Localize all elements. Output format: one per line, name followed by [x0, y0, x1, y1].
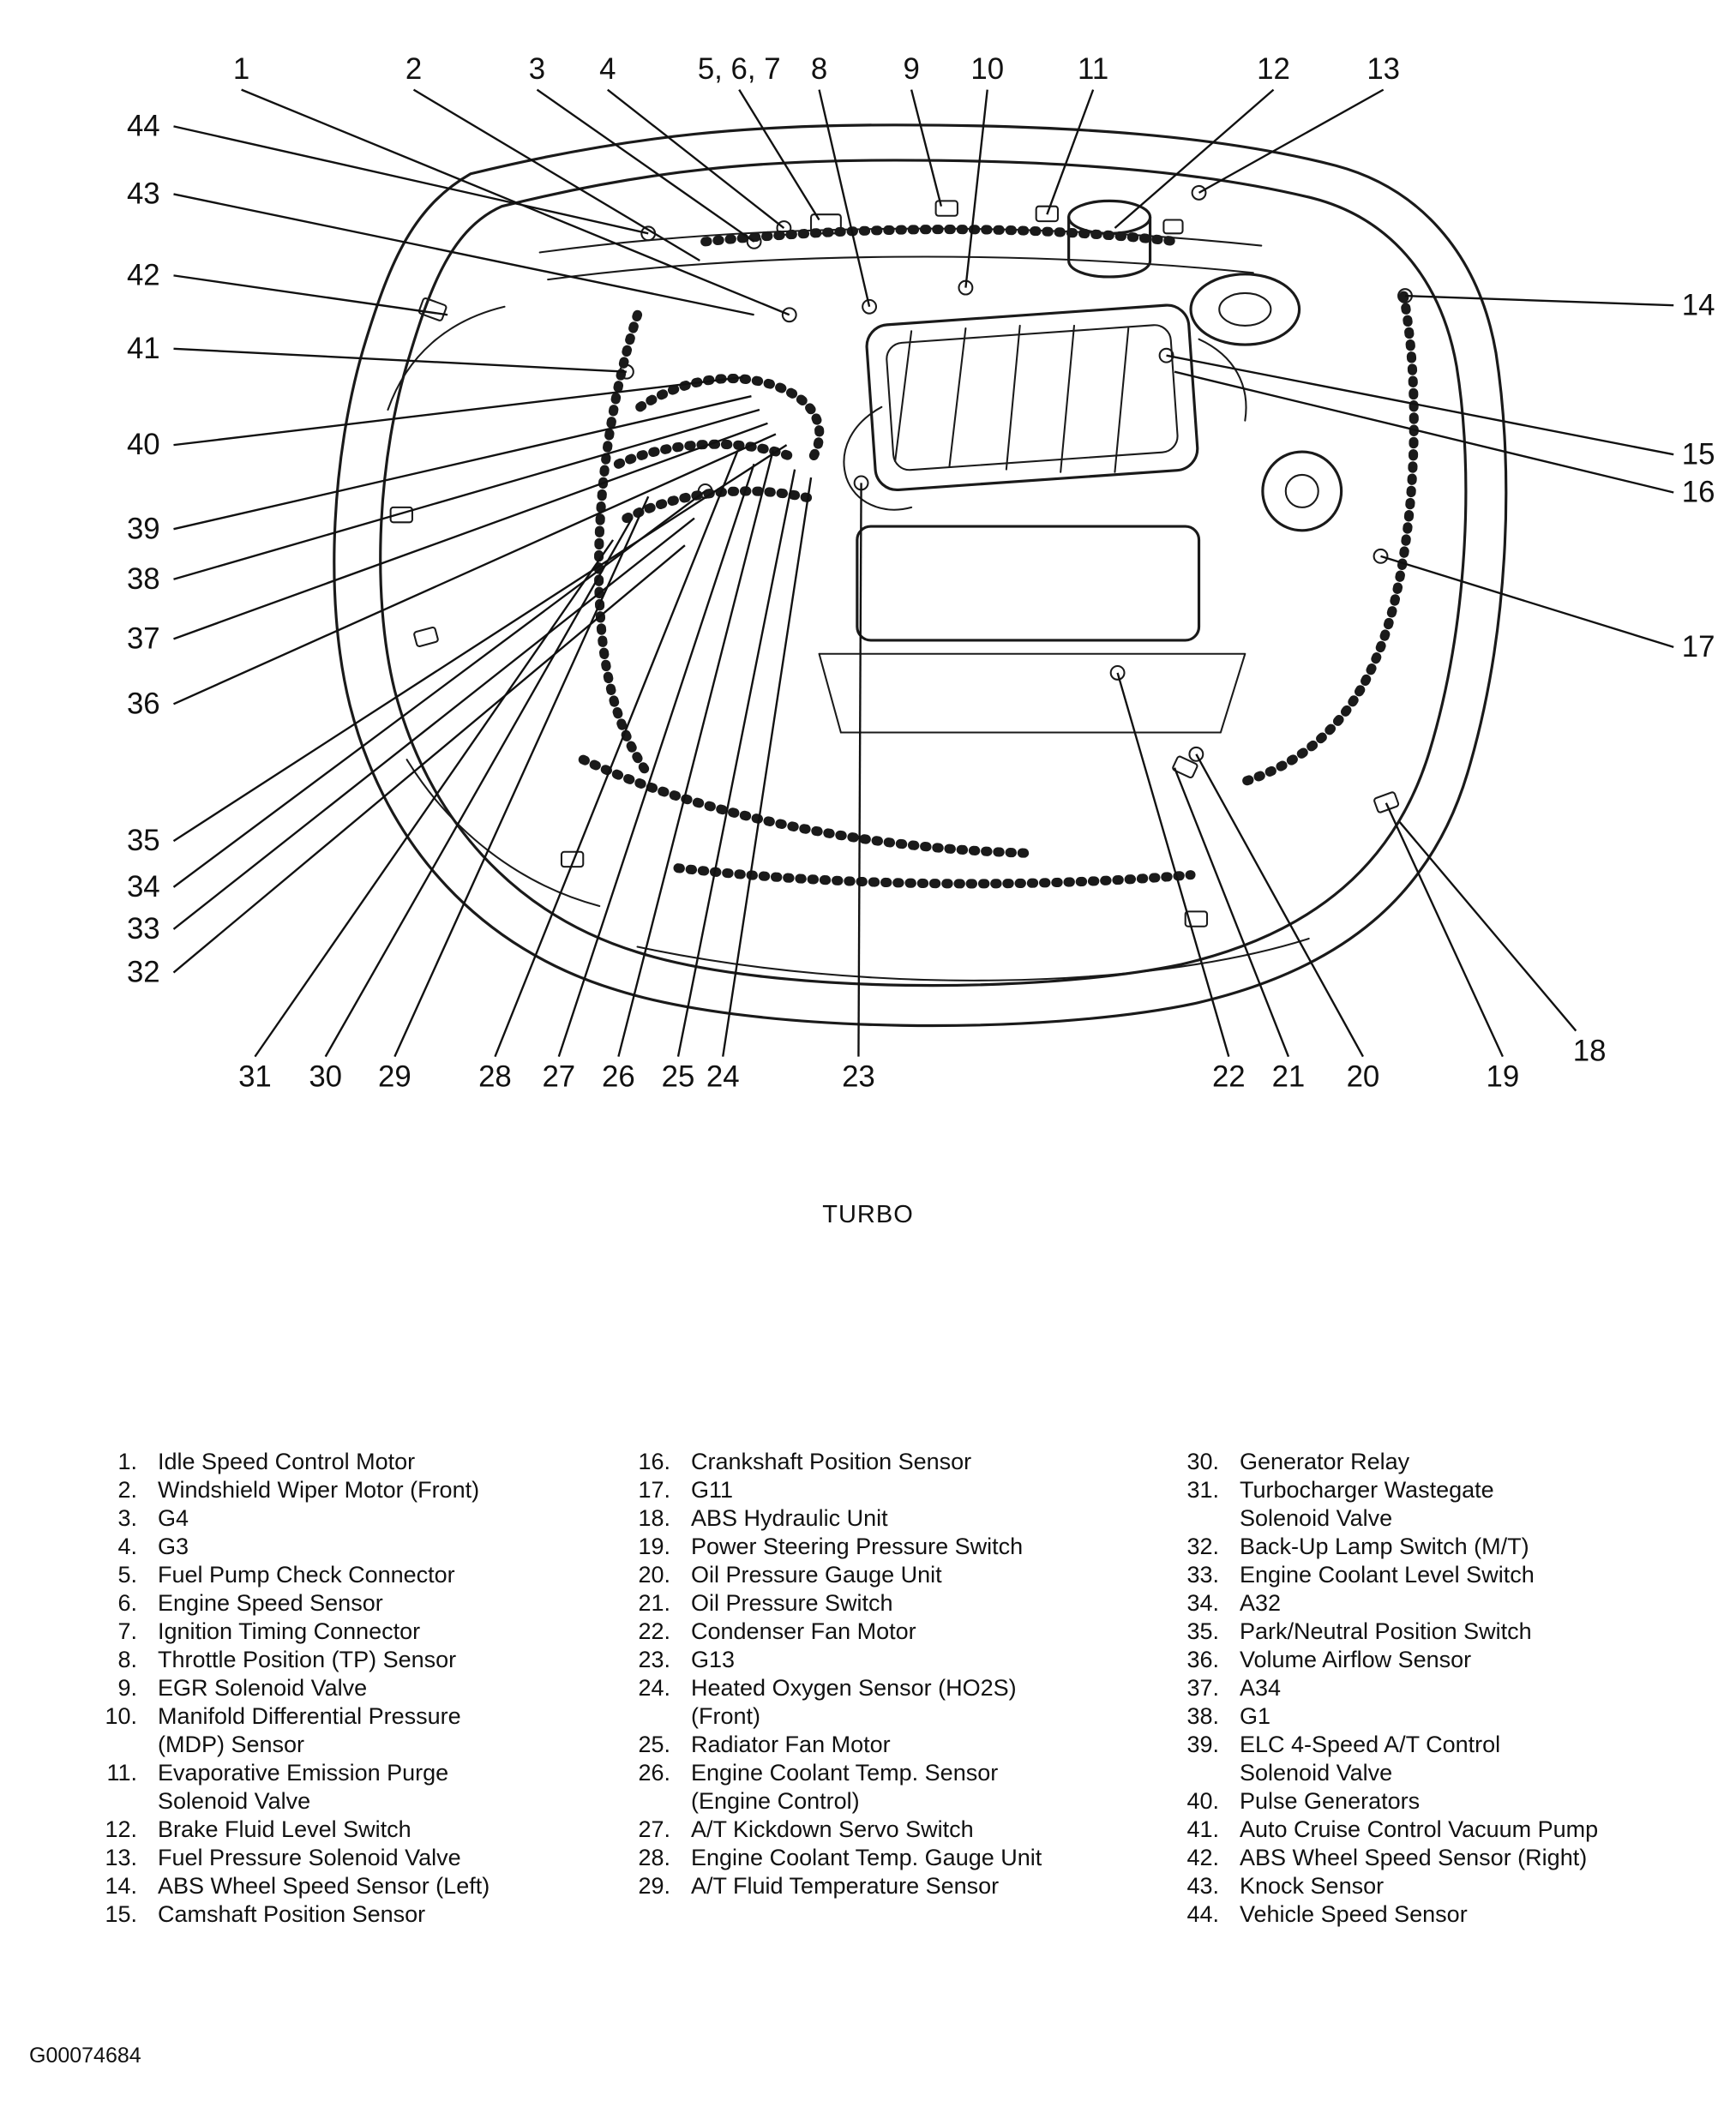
legend-column: [82, 1448, 490, 1929]
legend-item-text: Manifold Differential Pressure: [158, 1703, 461, 1729]
legend-item-text: Oil Pressure Gauge Unit: [691, 1562, 942, 1588]
legend-item-text: Fuel Pressure Solenoid Valve: [158, 1845, 461, 1870]
connector-egr: [936, 201, 958, 215]
legend-item-text: Vehicle Speed Sensor: [1240, 1901, 1468, 1927]
connector-left-lower: [413, 627, 438, 646]
leader-line: [1386, 803, 1503, 1057]
fan-shroud: [857, 526, 1199, 640]
legend-item-text: A32: [1240, 1590, 1282, 1616]
legend-item-number: 22.: [638, 1618, 670, 1644]
legend-item-number: 5.: [117, 1562, 137, 1588]
legend-item-text: Crankshaft Position Sensor: [691, 1449, 972, 1474]
legend-item-text: ELC 4-Speed A/T Control: [1240, 1732, 1501, 1757]
legend-item-number: 29.: [638, 1873, 670, 1899]
legend-column: [616, 1448, 1042, 1900]
legend-item-number: 44.: [1186, 1901, 1219, 1927]
leader-line: [394, 496, 648, 1056]
legend-item-text: Generator Relay: [1240, 1449, 1410, 1474]
legend-item-number: 31.: [1186, 1477, 1219, 1503]
legend-item-number: 24.: [638, 1675, 670, 1701]
leader-line: [1400, 822, 1577, 1031]
callout-label: 26: [602, 1060, 635, 1094]
leader-line: [858, 483, 861, 1056]
lower-engine-lines: [820, 654, 1246, 733]
leader-line: [1114, 90, 1273, 228]
callout-label: 31: [238, 1060, 272, 1094]
legend-item-text: Heated Oxygen Sensor (HO2S): [691, 1675, 1017, 1701]
legend-item-number: [616, 1787, 670, 1816]
legend-item-text: A34: [1240, 1675, 1282, 1701]
legend-item-number: 36.: [1186, 1647, 1219, 1672]
callout-label: 20: [1346, 1060, 1380, 1094]
legend-item-text: Condenser Fan Motor: [691, 1618, 916, 1644]
connector-steering-switch: [1373, 791, 1399, 813]
callout-label: 19: [1486, 1060, 1520, 1094]
callout-label: 42: [126, 258, 160, 292]
callout-label: 16: [1681, 475, 1715, 509]
legend-item-text: Brake Fluid Level Switch: [158, 1816, 411, 1842]
legend-item-text: ABS Wheel Speed Sensor (Left): [158, 1873, 490, 1899]
callout-label: 41: [126, 331, 160, 365]
callout-label: 40: [126, 428, 160, 462]
legend-item-text: Turbocharger Wastegate: [1240, 1477, 1494, 1503]
engine-valve-cover-inner: [886, 324, 1179, 471]
legend-item-number: [616, 1702, 670, 1731]
leader-line: [174, 275, 448, 315]
legend-item-text: A/T Kickdown Servo Switch: [691, 1816, 974, 1842]
figure-code: G00074684: [29, 2044, 141, 2068]
legend-item-text: Oil Pressure Switch: [691, 1590, 893, 1616]
legend-item-text: EGR Solenoid Valve: [158, 1675, 368, 1701]
wiring-harness-art: [583, 230, 1414, 884]
legend-item-text: Solenoid Valve: [1240, 1505, 1393, 1531]
leader-line: [608, 90, 784, 228]
legend-item-number: 8.: [117, 1647, 137, 1672]
legend-item-text: Windshield Wiper Motor (Front): [158, 1477, 480, 1503]
legend-item-text: ABS Hydraulic Unit: [691, 1505, 888, 1531]
harness-left-vertical: [598, 315, 646, 771]
engine-bay-art: [334, 125, 1506, 1026]
legend-item-text: Knock Sensor: [1240, 1873, 1385, 1899]
legend-item-number: 2.: [117, 1477, 137, 1503]
leader-line: [242, 90, 790, 315]
legend-item-number: 3.: [117, 1505, 137, 1531]
legend-item-number: [82, 1731, 137, 1759]
callout-label: 4: [599, 51, 616, 86]
engine-valve-cover: [865, 303, 1198, 491]
callout-label: 35: [126, 824, 160, 858]
left-fender-arc: [387, 307, 504, 410]
harness-bottom-main: [678, 868, 1191, 884]
callout-label: 5, 6, 7: [697, 51, 781, 86]
legend-item-number: 21.: [638, 1590, 670, 1616]
legend-item-text: Fuel Pump Check Connector: [158, 1562, 455, 1588]
legend-item-text: Engine Speed Sensor: [158, 1590, 383, 1616]
callout-label: 34: [126, 869, 160, 903]
intake-manifold: [844, 407, 911, 510]
legend-item-number: 14.: [105, 1873, 137, 1899]
callout-label: 10: [970, 51, 1005, 86]
leader-line: [537, 90, 754, 242]
leader-line: [174, 349, 627, 372]
legend-item-number: 40.: [1186, 1788, 1219, 1814]
legend-item-number: 39.: [1186, 1732, 1219, 1757]
leader-line: [174, 126, 649, 233]
legend-item-number: [82, 1787, 137, 1816]
legend-item-number: [1164, 1759, 1219, 1787]
hood-outline-outer: [334, 125, 1506, 1026]
battery-body: [1069, 217, 1150, 277]
callout-label: 32: [126, 955, 160, 989]
connector-dots: [620, 186, 1412, 761]
callout-layer: [127, 52, 1715, 1093]
legend-item-number: 42.: [1186, 1845, 1219, 1870]
callout-label: 24: [706, 1060, 740, 1094]
legend-item-number: 41.: [1186, 1816, 1219, 1842]
legend-item-text: Power Steering Pressure Switch: [691, 1534, 1024, 1559]
callout-label: 30: [309, 1060, 343, 1094]
legend-item-text: Engine Coolant Level Switch: [1240, 1562, 1535, 1588]
callout-label: 28: [478, 1060, 512, 1094]
legend-item-number: 20.: [638, 1562, 670, 1588]
callout-label: 43: [126, 177, 160, 211]
callout-label: 3: [528, 51, 546, 86]
legend-item-text: ABS Wheel Speed Sensor (Right): [1240, 1845, 1588, 1870]
legend-item-text: Auto Cruise Control Vacuum Pump: [1240, 1816, 1599, 1842]
legend-item-text: (MDP) Sensor: [158, 1732, 305, 1757]
legend-item-text: Back-Up Lamp Switch (M/T): [1240, 1534, 1529, 1559]
legend-item-text: G3: [158, 1534, 189, 1559]
legend-item-text: Park/Neutral Position Switch: [1240, 1618, 1532, 1644]
left-wheel-arc: [407, 759, 600, 906]
legend-item-text: Pulse Generators: [1240, 1788, 1421, 1814]
callout-label: 18: [1572, 1034, 1607, 1068]
legend-item-number: 33.: [1186, 1562, 1219, 1588]
turbo-caption: TURBO: [822, 1201, 914, 1228]
callout-label: 2: [405, 51, 423, 86]
leader-line: [1174, 372, 1673, 493]
legend-item-number: 11.: [106, 1760, 137, 1786]
callout-label: 11: [1078, 51, 1109, 86]
legend-item-number: 30.: [1186, 1449, 1219, 1474]
callout-label: 25: [661, 1060, 695, 1094]
legend-item-number: 38.: [1186, 1703, 1219, 1729]
strut-tower-right-inner: [1219, 293, 1270, 326]
reservoir-right: [1263, 452, 1342, 531]
legend-item-number: 4.: [117, 1534, 137, 1559]
legend-item-number: 19.: [638, 1534, 670, 1559]
callout-label: 38: [126, 561, 160, 596]
callout-label: 21: [1271, 1060, 1306, 1094]
legend-item-text: Evaporative Emission Purge: [158, 1760, 449, 1786]
leader-line: [739, 90, 819, 220]
leader-line: [820, 90, 870, 307]
callout-label: 23: [842, 1060, 875, 1094]
leader-line: [1405, 296, 1673, 305]
legend-item-text: Throttle Position (TP) Sensor: [158, 1647, 457, 1672]
callout-label: 1: [232, 51, 250, 86]
legend-item-text: G11: [691, 1477, 734, 1503]
legend-column: [1164, 1448, 1598, 1929]
connector-oil-pressure: [1172, 756, 1198, 778]
leader-line: [174, 491, 706, 887]
callout-label: 44: [126, 109, 160, 143]
legend-item-number: 37.: [1186, 1675, 1219, 1701]
legend-item-text: (Engine Control): [691, 1788, 860, 1814]
legend-item-number: 12.: [105, 1816, 137, 1842]
callout-label: 8: [810, 51, 828, 86]
legend-item-text: Radiator Fan Motor: [691, 1732, 891, 1757]
legend-item-number: 17.: [638, 1477, 670, 1503]
legend-item-text: Engine Coolant Temp. Gauge Unit: [691, 1845, 1042, 1870]
legend-item-text: G1: [1240, 1703, 1271, 1729]
leader-line: [1167, 356, 1674, 454]
legend-item-number: 18.: [638, 1505, 670, 1531]
reservoir-right-cap: [1286, 475, 1319, 507]
leader-line: [255, 540, 613, 1057]
callout-label: 22: [1211, 1060, 1246, 1094]
legend-item-number: 43.: [1186, 1873, 1219, 1899]
legend-item-number: 10.: [105, 1703, 137, 1729]
callout-label: 17: [1681, 629, 1715, 663]
legend-item-number: 26.: [638, 1760, 670, 1786]
leader-line: [174, 194, 754, 315]
legend-item-text: G4: [158, 1505, 189, 1531]
callout-label: 15: [1681, 437, 1715, 471]
legend-item-number: [1164, 1504, 1219, 1533]
callout-label: 39: [126, 512, 160, 546]
legend-item-number: 32.: [1186, 1534, 1219, 1559]
legend-item-text: Ignition Timing Connector: [158, 1618, 421, 1644]
legend-item-text: (Front): [691, 1703, 760, 1729]
legend-item-number: 34.: [1186, 1590, 1219, 1616]
legend-item-number: 27.: [638, 1816, 670, 1842]
callout-label: 29: [378, 1060, 411, 1094]
legend-item-text: Camshaft Position Sensor: [158, 1901, 426, 1927]
callout-label: 12: [1257, 51, 1290, 86]
leader-line: [1047, 90, 1093, 215]
legend-item-number: 7.: [117, 1618, 137, 1644]
legend-item-text: Idle Speed Control Motor: [158, 1449, 416, 1474]
legend-item-number: 9.: [117, 1675, 137, 1701]
legend-item-number: 25.: [638, 1732, 670, 1757]
harness-top: [706, 230, 1178, 242]
legend-item-text: A/T Fluid Temperature Sensor: [691, 1873, 1000, 1899]
leader-line: [911, 90, 941, 207]
connector-brake-fluid: [1163, 220, 1182, 234]
leader-line: [174, 377, 743, 445]
callout-label: 14: [1681, 288, 1715, 322]
legend-item-text: Solenoid Valve: [158, 1788, 311, 1814]
legend-item-number: 13.: [105, 1845, 137, 1870]
legend-item-number: 28.: [638, 1845, 670, 1870]
leader-line: [1381, 556, 1674, 647]
legend-item-number: 35.: [1186, 1618, 1219, 1644]
hood-outline-inner: [381, 160, 1466, 986]
leader-line: [1199, 90, 1384, 193]
legend-item-text: G13: [691, 1647, 736, 1672]
battery-top: [1069, 201, 1150, 233]
callout-label: 9: [903, 51, 920, 86]
legend-item-text: Engine Coolant Temp. Sensor: [691, 1760, 999, 1786]
strut-tower-right: [1191, 274, 1300, 345]
legend-item-number: 23.: [638, 1647, 670, 1672]
legend: [0, 1448, 1736, 2005]
callout-label: 13: [1367, 51, 1401, 86]
legend-item-number: 1.: [117, 1449, 137, 1474]
legend-item-number: 16.: [638, 1449, 670, 1474]
callout-label: 33: [126, 911, 160, 945]
legend-item-number: 6.: [117, 1590, 137, 1616]
callout-label: 27: [542, 1060, 576, 1094]
leader-line: [1196, 754, 1363, 1057]
legend-item-number: 15.: [105, 1901, 137, 1927]
legend-item-text: Solenoid Valve: [1240, 1760, 1393, 1786]
callout-label: 37: [126, 621, 160, 656]
valve-cover-ribs: [895, 326, 1128, 472]
callout-label: 36: [126, 687, 160, 721]
leader-line: [174, 396, 752, 529]
harness-right-descending: [1245, 296, 1414, 781]
harness-bottom-secondary: [583, 759, 1030, 853]
legend-item-text: Volume Airflow Sensor: [1240, 1647, 1472, 1672]
harness-left-lower: [627, 491, 808, 519]
